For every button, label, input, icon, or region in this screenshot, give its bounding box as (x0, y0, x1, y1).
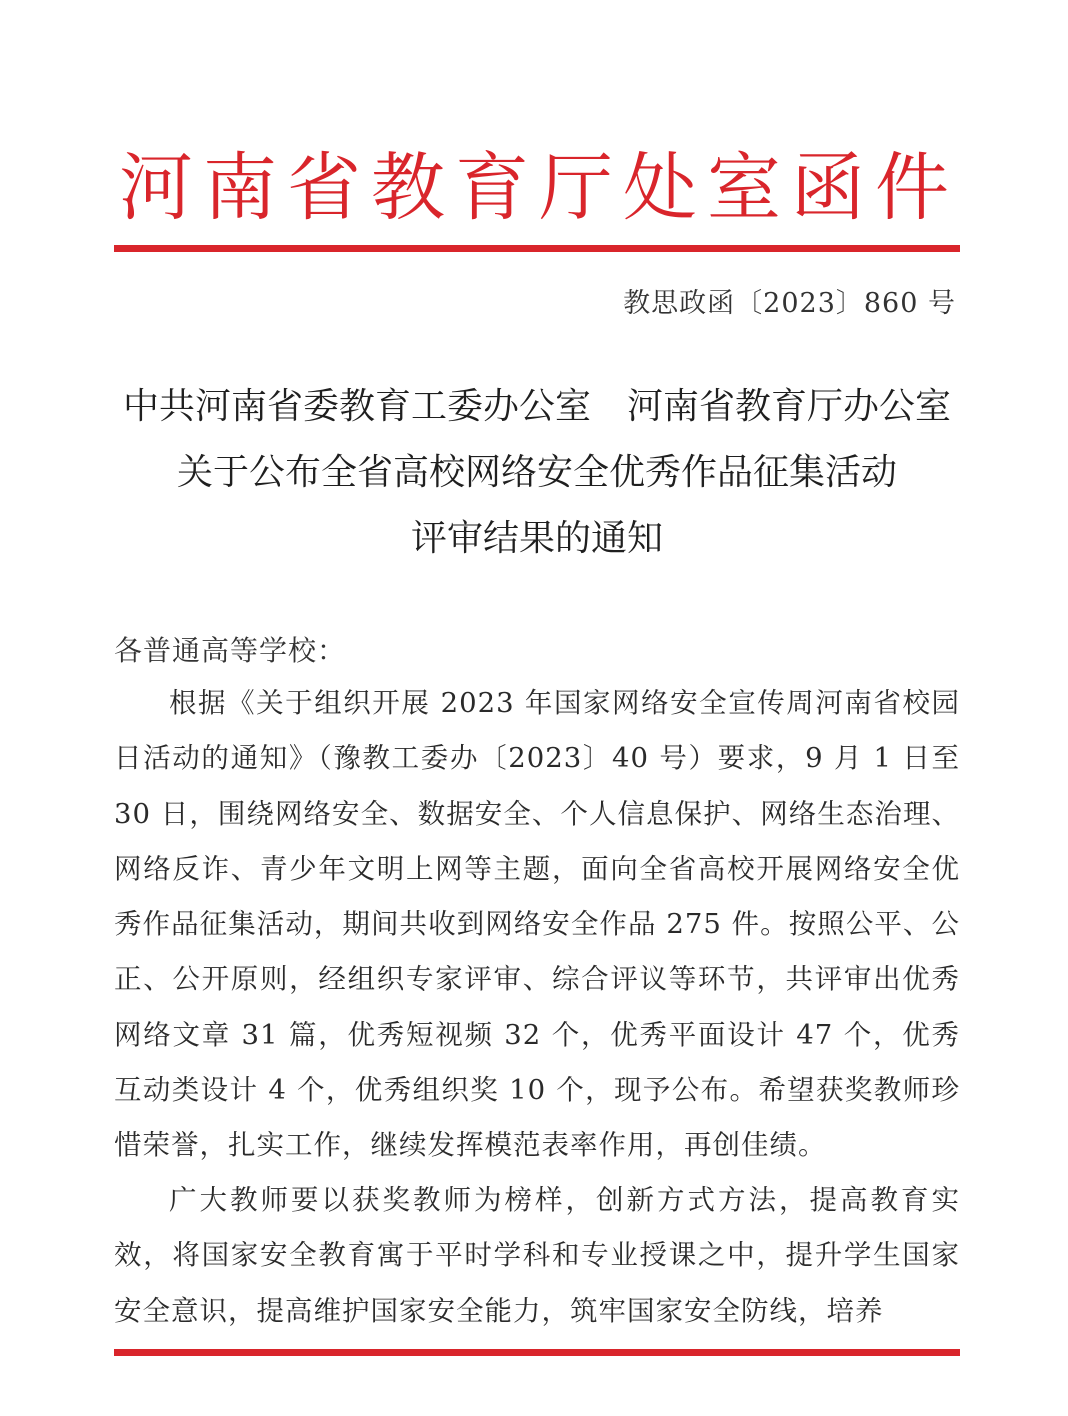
title-line-3: 评审结果的通知 (410, 518, 663, 559)
masthead-title: 河南省教育厅处室函件 (119, 145, 959, 231)
title-line-2: 关于公布全省高校网络安全优秀作品征集活动 (176, 452, 897, 493)
body-paragraph-1: 根据《关于组织开展 2023 年国家网络安全宣传周河南省校园日活动的通知》（豫教工委办〔2023〕40 号）要求，9 月 1 日至 30 日，围绕网络安全、数据安全、个人信息保护、网络生态治理、网络反诈、青少年文明上网等主题，面向全省高校开展网络安全优秀作品征集活动，期间共收到网络安全作品 275 件。按照公平、公正、公开原则，经组织专家评审、综合评议等环节，共评审出优秀网络文章 31 篇，优秀短视频 32 个，优秀平面设计 47 个，优秀互动类设计 4 个，优秀组织奖 10 个，现予公布。希望获奖教师珍惜荣誉，扎实工作，继续发挥模范表率作用，再创佳绩。 (114, 687, 960, 1162)
red-divider-top (114, 245, 960, 252)
body-paragraph-2: 广大教师要以获奖教师为榜样，创新方式方法，提高教育实效，将国家安全教育寓于平时学科和专业授课之中，提升学生国家安全意识，提高维护国家安全能力，筑牢国家安全防线，培养 (114, 1184, 960, 1327)
red-divider-bottom (114, 1349, 960, 1356)
title-line-1: 中共河南省委教育工委办公室 河南省教育厅办公室 (122, 386, 951, 427)
document-number: 教思政函〔2023〕860 号 (623, 288, 956, 319)
notice-title (114, 374, 960, 572)
salutation: 各普通高等学校： (114, 634, 347, 667)
